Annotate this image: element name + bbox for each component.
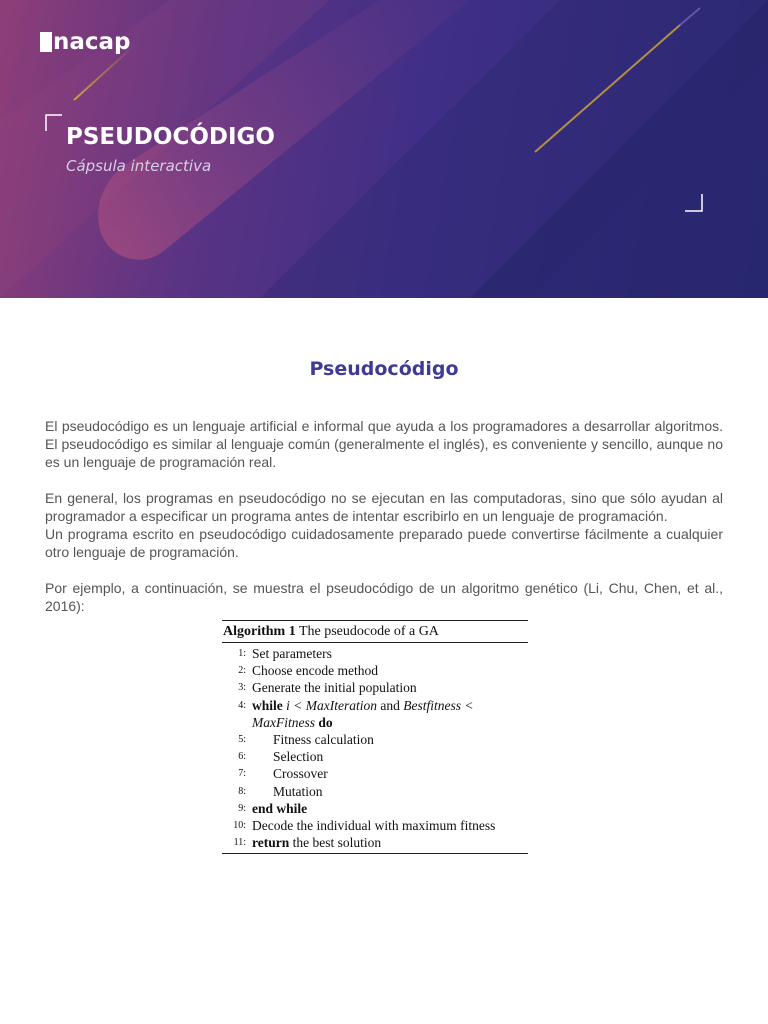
algorithm-line bbox=[222, 817, 528, 834]
line-text: Mutation bbox=[273, 783, 323, 799]
logo-text: nacap bbox=[53, 29, 131, 55]
page-title: PSEUDOCÓDIGO bbox=[66, 124, 275, 150]
keyword-and: and bbox=[380, 697, 400, 713]
condition-iteration: i < MaxIteration bbox=[286, 697, 377, 713]
content-body bbox=[45, 417, 723, 615]
algorithm-line bbox=[222, 834, 528, 851]
keyword-do: do bbox=[318, 714, 333, 730]
line-number: 6: bbox=[238, 751, 246, 763]
keyword-return: return bbox=[252, 835, 290, 851]
paragraph-intro: El pseudocódigo es un lenguaje artificial e informal que ayuda a los programadores a desarrollar algoritmos. El pseudocódigo es similar al lenguaje común (generalmente el inglés), es conveniente y sencillo, aunque no es un lenguaje de programación real. bbox=[45, 418, 723, 470]
algorithm-caption-text: The pseudocode of a GA bbox=[298, 624, 439, 639]
algorithm-lines bbox=[222, 643, 528, 854]
line-text: Decode the individual with maximum fitness bbox=[252, 818, 496, 834]
header-banner bbox=[0, 0, 768, 298]
algorithm-figure bbox=[222, 620, 528, 854]
paragraph-conversion: Un programa escrito en pseudocódigo cuidadosamente preparado puede convertirse fácilmente a cualquier otro lenguaje de programación. bbox=[45, 526, 723, 560]
line-text bbox=[246, 697, 528, 714]
algorithm-line bbox=[222, 662, 528, 679]
algorithm-line bbox=[222, 697, 528, 714]
line-text: Fitness calculation bbox=[273, 732, 374, 748]
logo-mark bbox=[40, 32, 52, 52]
algorithm-caption bbox=[222, 620, 528, 643]
algorithm-line bbox=[222, 783, 528, 800]
line-number: 1: bbox=[238, 648, 246, 659]
line-text: Crossover bbox=[273, 766, 328, 782]
line-text: Set parameters bbox=[252, 646, 332, 661]
paragraph-general: En general, los programas en pseudocódigo no se ejecutan en las computadoras, sino que sólo ayudan al programador a especificar un programa antes de intentar escribirlo en un lenguaje de programación. bbox=[45, 490, 723, 524]
line-text: Selection bbox=[273, 749, 324, 765]
page-subtitle: Cápsula interactiva bbox=[66, 157, 212, 175]
algorithm-line-continuation bbox=[222, 714, 528, 731]
keyword-while: while bbox=[252, 697, 283, 713]
paragraph-example: Por ejemplo, a continuación, se muestra el pseudocódigo de un algoritmo genético (Li, Chu, Chen, et al., 2016): bbox=[45, 580, 723, 614]
algorithm-line bbox=[222, 765, 528, 782]
condition-maxfitness: MaxFitness bbox=[252, 714, 315, 730]
algorithm-line bbox=[222, 645, 528, 662]
condition-fitness: Bestfitness < bbox=[403, 697, 474, 713]
keyword-end-while: end while bbox=[252, 800, 308, 816]
line-text: Generate the initial population bbox=[252, 680, 417, 696]
line-number: 10: bbox=[233, 820, 246, 832]
inacap-logo bbox=[40, 29, 131, 55]
section-heading: Pseudocódigo bbox=[309, 358, 459, 380]
line-number: 11: bbox=[233, 837, 246, 849]
algorithm-line bbox=[222, 800, 528, 817]
line-number: 3: bbox=[238, 682, 246, 694]
line-text: Choose encode method bbox=[252, 663, 378, 679]
line-number: 4: bbox=[238, 699, 246, 711]
line-number: 8: bbox=[238, 785, 246, 797]
line-number: 5: bbox=[238, 734, 246, 746]
line-number: 7: bbox=[238, 768, 246, 780]
algorithm-label: Algorithm 1 bbox=[223, 624, 296, 639]
line-number: 2: bbox=[238, 665, 246, 677]
algorithm-line bbox=[222, 748, 528, 765]
algorithm-line bbox=[222, 679, 528, 696]
line-number: 9: bbox=[238, 802, 246, 814]
line-text: the best solution bbox=[292, 835, 382, 851]
algorithm-line bbox=[222, 731, 528, 748]
